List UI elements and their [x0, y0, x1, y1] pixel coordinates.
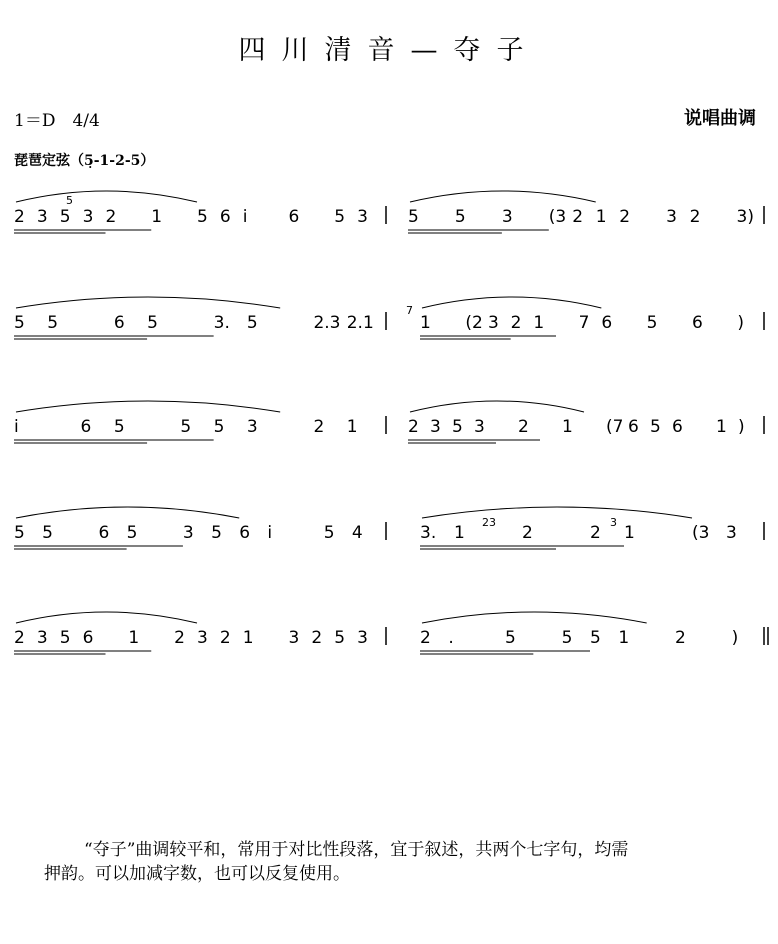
- note: 5: [334, 207, 346, 227]
- note: 1: [128, 628, 140, 648]
- note: 2: [522, 523, 533, 543]
- note: 3: [726, 523, 737, 543]
- note: 6: [82, 628, 94, 648]
- note: ): [738, 417, 745, 437]
- note: 5: [147, 313, 158, 333]
- note: 1: [618, 628, 630, 648]
- note: 1: [562, 417, 573, 437]
- slur: [16, 401, 280, 412]
- note: 2: [590, 523, 601, 543]
- note: 5: [42, 523, 53, 543]
- tuning-note: 琵琶定弦（5̣-1-2-5）: [14, 153, 155, 169]
- note: 5: [452, 417, 463, 437]
- note: 5: [408, 207, 419, 227]
- note: 5: [59, 628, 71, 648]
- note: 2: [675, 628, 686, 648]
- note: 3: [246, 417, 258, 437]
- note: 5: [505, 628, 516, 648]
- note: 5: [59, 207, 71, 227]
- note: 1: [595, 207, 607, 227]
- note: 5: [197, 207, 208, 227]
- note: 6: [219, 207, 231, 227]
- note: (7: [606, 417, 624, 437]
- note: 5: [180, 417, 192, 437]
- note: 2: [510, 313, 522, 333]
- note: 1: [346, 417, 358, 437]
- note: 2.1: [346, 313, 374, 333]
- note: 6: [98, 523, 110, 543]
- slur: [422, 507, 692, 518]
- note: 7: [578, 313, 590, 333]
- genre-label: 说唱曲调: [684, 108, 756, 129]
- note: 4: [351, 523, 363, 543]
- note: 5: [47, 313, 59, 333]
- note: 6: [601, 313, 613, 333]
- page-title: 四川清音—夺子: [238, 35, 540, 66]
- note: 6: [80, 417, 92, 437]
- note: 6: [288, 207, 300, 227]
- note: .: [448, 628, 454, 648]
- note: (2: [465, 313, 483, 333]
- slur: [16, 297, 280, 308]
- note: 6: [672, 417, 683, 437]
- note: 3: [36, 628, 48, 648]
- note: 3: [82, 207, 94, 227]
- key-signature: 1＝D 4/4: [14, 111, 100, 131]
- note: 5: [113, 417, 125, 437]
- note: 1: [624, 523, 635, 543]
- note: 3: [501, 207, 513, 227]
- note: 2: [313, 417, 325, 437]
- note: 3): [736, 207, 754, 227]
- note: 5: [14, 523, 25, 543]
- note: 5: [454, 207, 466, 227]
- slur: [422, 297, 601, 308]
- note: 6: [113, 313, 125, 333]
- description-note: [44, 838, 744, 886]
- note: 3: [36, 207, 48, 227]
- note: (3: [692, 523, 710, 543]
- note: 5: [213, 417, 225, 437]
- slur: [422, 612, 647, 623]
- grace-note: 5: [66, 194, 73, 207]
- description-line-2: 押韵。可以加减字数，也可以反复使用。: [44, 864, 350, 884]
- note: 2: [219, 628, 231, 648]
- note: 3: [474, 417, 485, 437]
- slur: [410, 401, 584, 412]
- note: 3: [488, 313, 499, 333]
- note: 5: [246, 313, 258, 333]
- note: 2: [619, 207, 631, 227]
- note: 5: [334, 628, 346, 648]
- note: (3: [548, 207, 567, 227]
- note: 5: [14, 313, 25, 333]
- note: 2: [689, 207, 701, 227]
- note: i̇: [242, 207, 248, 227]
- note: 5: [561, 628, 573, 648]
- note: 2: [420, 628, 431, 648]
- note: 1: [454, 523, 465, 543]
- grace-note: 7: [406, 304, 413, 317]
- note: 5: [126, 523, 138, 543]
- note: ): [731, 628, 739, 648]
- note: 3: [430, 417, 441, 437]
- description-line-1: “夺子”曲调较平和，常用于对比性段落，宜于叙述，共两个七字句，均需: [84, 840, 629, 860]
- note: 5: [590, 628, 601, 648]
- note: ): [737, 313, 744, 333]
- note: 5: [323, 523, 335, 543]
- grace-note: 23: [482, 516, 496, 529]
- note: 2: [174, 628, 185, 648]
- note: 2: [14, 628, 25, 648]
- note: 2: [14, 207, 25, 227]
- note: 3: [357, 207, 368, 227]
- slur: [410, 191, 596, 202]
- note: 2: [408, 417, 419, 437]
- grace-note: 3: [610, 516, 617, 529]
- note: 5: [211, 523, 222, 543]
- note: 5: [650, 417, 661, 437]
- note: 3: [288, 628, 300, 648]
- note: 3: [357, 628, 368, 648]
- note: 6: [628, 417, 639, 437]
- note: 6: [692, 313, 703, 333]
- note: 2.3: [313, 313, 341, 333]
- note: 2: [105, 207, 117, 227]
- note: 1: [533, 313, 545, 333]
- note: 1: [716, 417, 727, 437]
- slur: [16, 612, 197, 623]
- note: 2: [518, 417, 529, 437]
- note: 3: [182, 523, 194, 543]
- note: 6: [239, 523, 251, 543]
- note: 1: [420, 313, 431, 333]
- note: 2: [311, 628, 323, 648]
- note: i̇: [14, 417, 19, 437]
- note: i̇: [267, 523, 273, 543]
- slur: [16, 191, 197, 202]
- note: 5: [646, 313, 658, 333]
- note: 1: [151, 207, 163, 227]
- note: 3.: [213, 313, 230, 333]
- note: 3: [666, 207, 677, 227]
- note: 1: [242, 628, 254, 648]
- note: 2: [572, 207, 584, 227]
- slur: [16, 507, 239, 518]
- note: 3.: [420, 523, 437, 543]
- note: 3: [197, 628, 208, 648]
